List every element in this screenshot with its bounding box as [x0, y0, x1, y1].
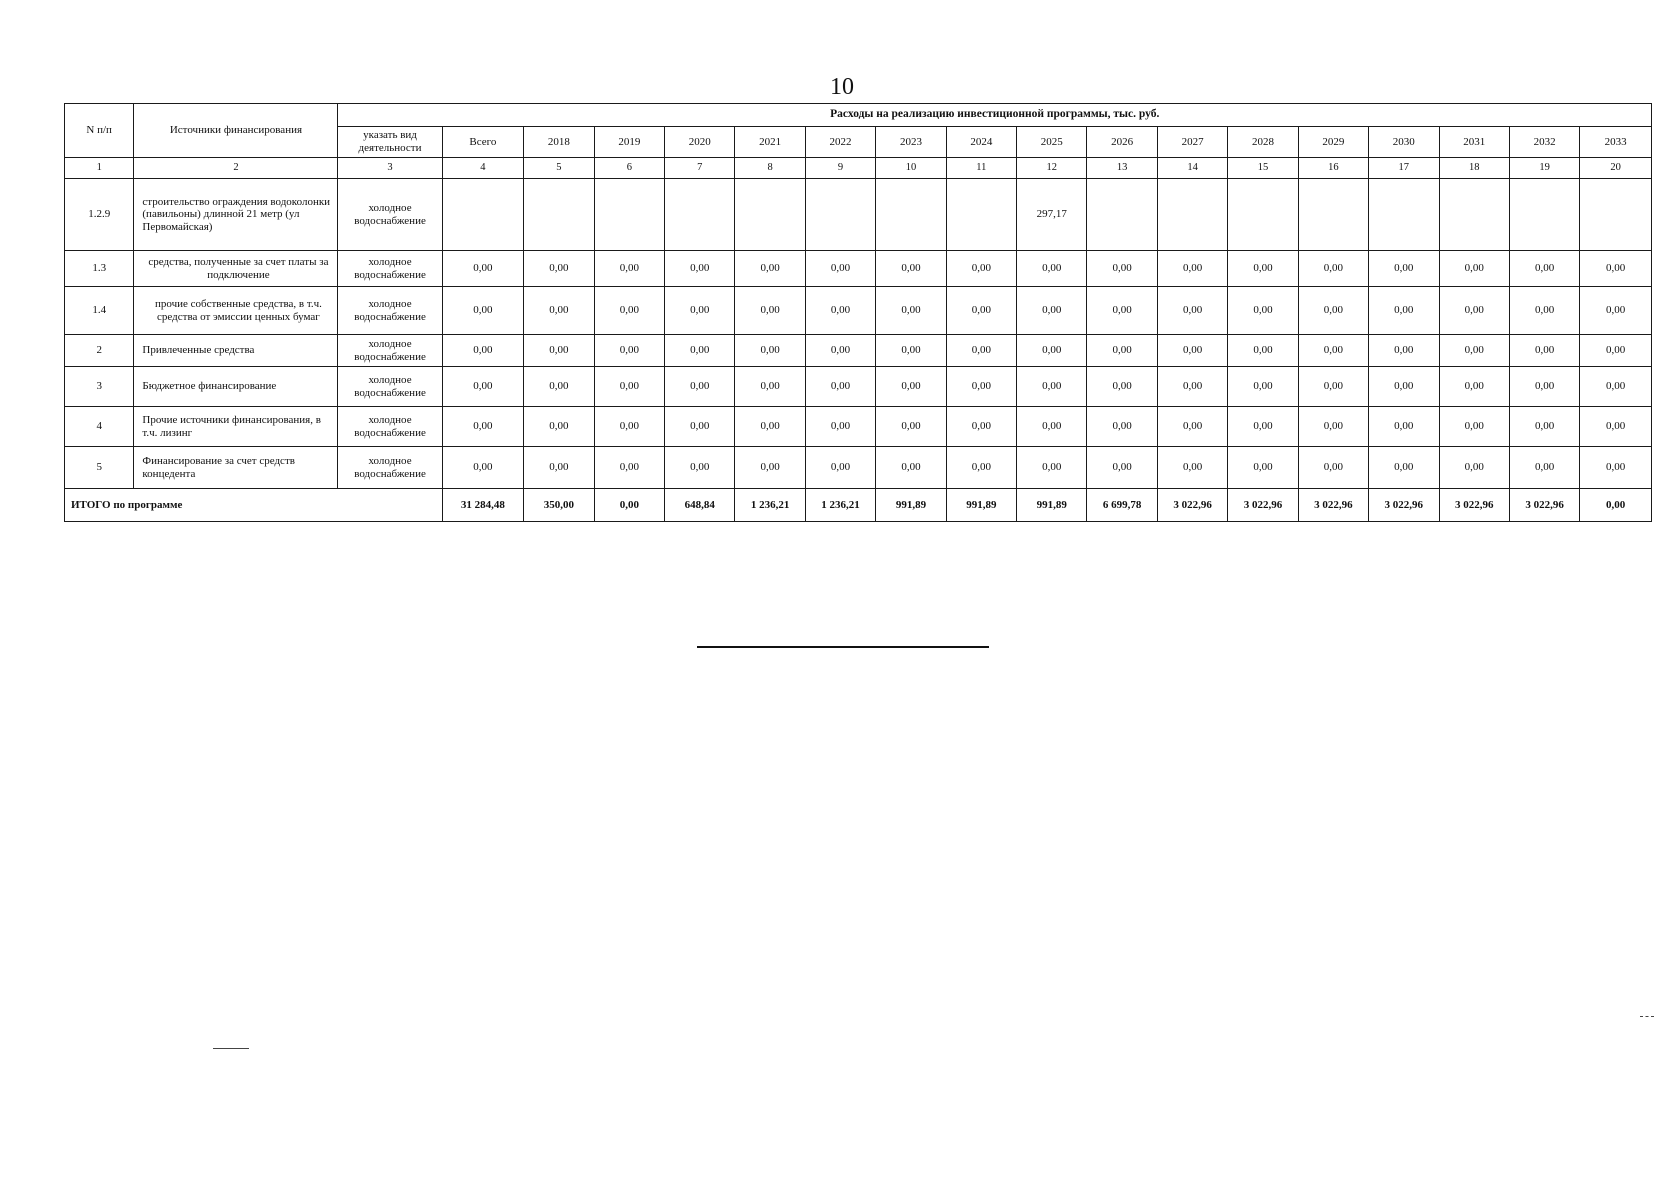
column-number: 10 [876, 158, 946, 179]
row-source: Привлеченные средства [134, 335, 338, 367]
value-cell: 0,00 [1439, 251, 1509, 287]
column-number: 14 [1157, 158, 1227, 179]
scan-speck [1640, 1016, 1654, 1017]
row-activity: холодное водоснабжение [338, 335, 442, 367]
value-cell: 0,00 [1509, 251, 1579, 287]
value-cell: 0,00 [594, 251, 664, 287]
value-cell: 0,00 [442, 447, 524, 489]
value-cell [594, 179, 664, 251]
row-number: 2 [65, 335, 134, 367]
year-header: 2030 [1369, 127, 1439, 158]
value-cell: 0,00 [1228, 447, 1298, 489]
value-cell: 0,00 [1087, 407, 1157, 447]
total-value: 991,89 [1017, 489, 1087, 522]
column-number: 1 [65, 158, 134, 179]
column-number: 15 [1228, 158, 1298, 179]
value-cell: 0,00 [1228, 251, 1298, 287]
value-cell: 0,00 [1298, 407, 1368, 447]
value-cell: 0,00 [524, 447, 594, 489]
row-number: 1.4 [65, 287, 134, 335]
value-cell: 0,00 [1439, 367, 1509, 407]
col-total-header: Всего [442, 127, 524, 158]
value-cell: 0,00 [1509, 335, 1579, 367]
column-number: 19 [1509, 158, 1579, 179]
total-value: 350,00 [524, 489, 594, 522]
value-cell [1580, 179, 1652, 251]
value-cell: 0,00 [805, 447, 875, 489]
value-cell [1509, 179, 1579, 251]
value-cell: 0,00 [1298, 335, 1368, 367]
value-cell: 0,00 [442, 407, 524, 447]
year-header: 2026 [1087, 127, 1157, 158]
year-header: 2020 [665, 127, 735, 158]
value-cell: 0,00 [1017, 407, 1087, 447]
value-cell: 0,00 [1439, 287, 1509, 335]
value-cell: 0,00 [1087, 287, 1157, 335]
value-cell: 0,00 [524, 335, 594, 367]
row-number: 1.2.9 [65, 179, 134, 251]
investment-program-table [64, 103, 1652, 522]
col-activity-header: указать вид деятельности [338, 127, 442, 158]
value-cell: 0,00 [946, 335, 1016, 367]
value-cell: 0,00 [805, 287, 875, 335]
total-row [65, 489, 1652, 522]
value-cell: 0,00 [1157, 335, 1227, 367]
value-cell: 0,00 [735, 251, 805, 287]
value-cell: 0,00 [1509, 447, 1579, 489]
value-cell: 0,00 [1369, 251, 1439, 287]
table-row [65, 335, 1652, 367]
column-number: 16 [1298, 158, 1368, 179]
row-source: строительство ограждения водоколонки (павильоны) длинной 21 метр (ул Первомайская) [134, 179, 338, 251]
year-header: 2033 [1580, 127, 1652, 158]
value-cell: 0,00 [442, 335, 524, 367]
closing-rule [697, 646, 989, 648]
column-number: 7 [665, 158, 735, 179]
value-cell: 0,00 [876, 367, 946, 407]
value-cell [442, 179, 524, 251]
table-title: Расходы на реализацию инвестиционной программы, тыс. руб. [338, 104, 1652, 127]
value-cell: 0,00 [735, 287, 805, 335]
value-cell: 0,00 [1369, 407, 1439, 447]
table-row [65, 367, 1652, 407]
row-activity: холодное водоснабжение [338, 287, 442, 335]
total-value: 1 236,21 [805, 489, 875, 522]
value-cell: 0,00 [1157, 407, 1227, 447]
value-cell: 0,00 [1087, 447, 1157, 489]
column-number: 2 [134, 158, 338, 179]
value-cell [665, 179, 735, 251]
total-value: 648,84 [665, 489, 735, 522]
value-cell: 0,00 [442, 287, 524, 335]
value-cell: 0,00 [1580, 447, 1652, 489]
value-cell: 0,00 [805, 251, 875, 287]
value-cell: 0,00 [1157, 287, 1227, 335]
total-value: 1 236,21 [735, 489, 805, 522]
value-cell: 0,00 [665, 447, 735, 489]
value-cell: 0,00 [1439, 335, 1509, 367]
value-cell: 0,00 [1228, 367, 1298, 407]
value-cell: 297,17 [1017, 179, 1087, 251]
year-header: 2023 [876, 127, 946, 158]
value-cell: 0,00 [524, 407, 594, 447]
value-cell: 0,00 [946, 251, 1016, 287]
row-source: прочие собственные средства, в т.ч. средства от эмиссии ценных бумаг [134, 287, 338, 335]
total-value: 6 699,78 [1087, 489, 1157, 522]
value-cell: 0,00 [524, 367, 594, 407]
value-cell: 0,00 [1017, 367, 1087, 407]
year-header: 2024 [946, 127, 1016, 158]
value-cell: 0,00 [1439, 407, 1509, 447]
total-value: 3 022,96 [1298, 489, 1368, 522]
value-cell: 0,00 [1580, 407, 1652, 447]
column-number: 9 [805, 158, 875, 179]
value-cell: 0,00 [1157, 251, 1227, 287]
value-cell: 0,00 [1369, 335, 1439, 367]
value-cell: 0,00 [1580, 287, 1652, 335]
value-cell: 0,00 [665, 407, 735, 447]
total-value: 3 022,96 [1509, 489, 1579, 522]
row-source: Прочие источники финансирования, в т.ч. лизинг [134, 407, 338, 447]
year-header: 2031 [1439, 127, 1509, 158]
value-cell: 0,00 [1298, 367, 1368, 407]
value-cell [946, 179, 1016, 251]
table-row [65, 287, 1652, 335]
value-cell: 0,00 [1509, 287, 1579, 335]
row-source: Бюджетное финансирование [134, 367, 338, 407]
value-cell: 0,00 [735, 367, 805, 407]
column-number: 6 [594, 158, 664, 179]
column-number: 20 [1580, 158, 1652, 179]
value-cell: 0,00 [594, 335, 664, 367]
column-number: 12 [1017, 158, 1087, 179]
col-num-header: N п/п [65, 104, 134, 158]
value-cell [735, 179, 805, 251]
year-header: 2019 [594, 127, 664, 158]
value-cell: 0,00 [594, 447, 664, 489]
total-label: ИТОГО по программе [65, 489, 443, 522]
value-cell: 0,00 [524, 251, 594, 287]
row-activity: холодное водоснабжение [338, 179, 442, 251]
year-header: 2022 [805, 127, 875, 158]
value-cell: 0,00 [1157, 447, 1227, 489]
value-cell [1369, 179, 1439, 251]
total-value: 31 284,48 [442, 489, 524, 522]
year-header: 2018 [524, 127, 594, 158]
row-activity: холодное водоснабжение [338, 367, 442, 407]
value-cell: 0,00 [805, 367, 875, 407]
total-value: 3 022,96 [1369, 489, 1439, 522]
year-header: 2025 [1017, 127, 1087, 158]
value-cell: 0,00 [1017, 287, 1087, 335]
value-cell: 0,00 [1087, 367, 1157, 407]
value-cell: 0,00 [735, 447, 805, 489]
row-activity: холодное водоснабжение [338, 447, 442, 489]
total-value: 3 022,96 [1228, 489, 1298, 522]
value-cell: 0,00 [876, 407, 946, 447]
value-cell: 0,00 [1157, 367, 1227, 407]
table-row [65, 447, 1652, 489]
value-cell: 0,00 [665, 287, 735, 335]
row-number: 4 [65, 407, 134, 447]
column-number: 5 [524, 158, 594, 179]
year-header: 2028 [1228, 127, 1298, 158]
value-cell: 0,00 [1087, 335, 1157, 367]
value-cell: 0,00 [805, 335, 875, 367]
value-cell: 0,00 [1369, 287, 1439, 335]
column-number: 17 [1369, 158, 1439, 179]
column-number: 18 [1439, 158, 1509, 179]
value-cell: 0,00 [594, 287, 664, 335]
year-header: 2029 [1298, 127, 1368, 158]
table-row [65, 407, 1652, 447]
row-source: средства, полученные за счет платы за подключение [134, 251, 338, 287]
value-cell: 0,00 [735, 407, 805, 447]
value-cell: 0,00 [876, 447, 946, 489]
row-source: Финансирование за счет средств концедента [134, 447, 338, 489]
value-cell [524, 179, 594, 251]
value-cell [1298, 179, 1368, 251]
total-value: 3 022,96 [1439, 489, 1509, 522]
total-value: 0,00 [594, 489, 664, 522]
value-cell [1087, 179, 1157, 251]
value-cell: 0,00 [1439, 447, 1509, 489]
value-cell: 0,00 [1087, 251, 1157, 287]
value-cell: 0,00 [1580, 335, 1652, 367]
value-cell: 0,00 [946, 407, 1016, 447]
value-cell: 0,00 [1298, 447, 1368, 489]
year-header: 2021 [735, 127, 805, 158]
value-cell [805, 179, 875, 251]
value-cell: 0,00 [1509, 367, 1579, 407]
column-number: 4 [442, 158, 524, 179]
value-cell [876, 179, 946, 251]
value-cell: 0,00 [876, 287, 946, 335]
value-cell: 0,00 [946, 287, 1016, 335]
value-cell: 0,00 [442, 367, 524, 407]
value-cell: 0,00 [1369, 447, 1439, 489]
value-cell: 0,00 [876, 251, 946, 287]
page-number: 10 [830, 74, 854, 100]
value-cell: 0,00 [946, 367, 1016, 407]
value-cell: 0,00 [665, 251, 735, 287]
value-cell: 0,00 [1017, 251, 1087, 287]
value-cell [1439, 179, 1509, 251]
value-cell: 0,00 [1298, 287, 1368, 335]
scan-speck [213, 1048, 249, 1049]
value-cell: 0,00 [946, 447, 1016, 489]
value-cell: 0,00 [805, 407, 875, 447]
value-cell: 0,00 [1580, 251, 1652, 287]
value-cell [1228, 179, 1298, 251]
total-value: 0,00 [1580, 489, 1652, 522]
column-number: 13 [1087, 158, 1157, 179]
column-numbers-row [65, 158, 1652, 179]
value-cell: 0,00 [1017, 447, 1087, 489]
total-value: 991,89 [876, 489, 946, 522]
header-row-1 [65, 104, 1652, 127]
value-cell: 0,00 [1228, 407, 1298, 447]
column-number: 3 [338, 158, 442, 179]
value-cell: 0,00 [1509, 407, 1579, 447]
value-cell: 0,00 [1580, 367, 1652, 407]
table-row [65, 251, 1652, 287]
value-cell: 0,00 [594, 407, 664, 447]
row-activity: холодное водоснабжение [338, 407, 442, 447]
value-cell: 0,00 [735, 335, 805, 367]
year-header: 2027 [1157, 127, 1227, 158]
row-number: 3 [65, 367, 134, 407]
table-row [65, 179, 1652, 251]
column-number: 8 [735, 158, 805, 179]
total-value: 3 022,96 [1157, 489, 1227, 522]
year-header: 2032 [1509, 127, 1579, 158]
total-value: 991,89 [946, 489, 1016, 522]
value-cell [1157, 179, 1227, 251]
value-cell: 0,00 [665, 335, 735, 367]
value-cell: 0,00 [594, 367, 664, 407]
value-cell: 0,00 [1017, 335, 1087, 367]
value-cell: 0,00 [1228, 287, 1298, 335]
row-number: 1.3 [65, 251, 134, 287]
value-cell: 0,00 [1298, 251, 1368, 287]
value-cell: 0,00 [442, 251, 524, 287]
col-source-header: Источники финансирования [134, 104, 338, 158]
value-cell: 0,00 [876, 335, 946, 367]
column-number: 11 [946, 158, 1016, 179]
value-cell: 0,00 [1369, 367, 1439, 407]
value-cell: 0,00 [524, 287, 594, 335]
value-cell: 0,00 [665, 367, 735, 407]
value-cell: 0,00 [1228, 335, 1298, 367]
row-activity: холодное водоснабжение [338, 251, 442, 287]
row-number: 5 [65, 447, 134, 489]
